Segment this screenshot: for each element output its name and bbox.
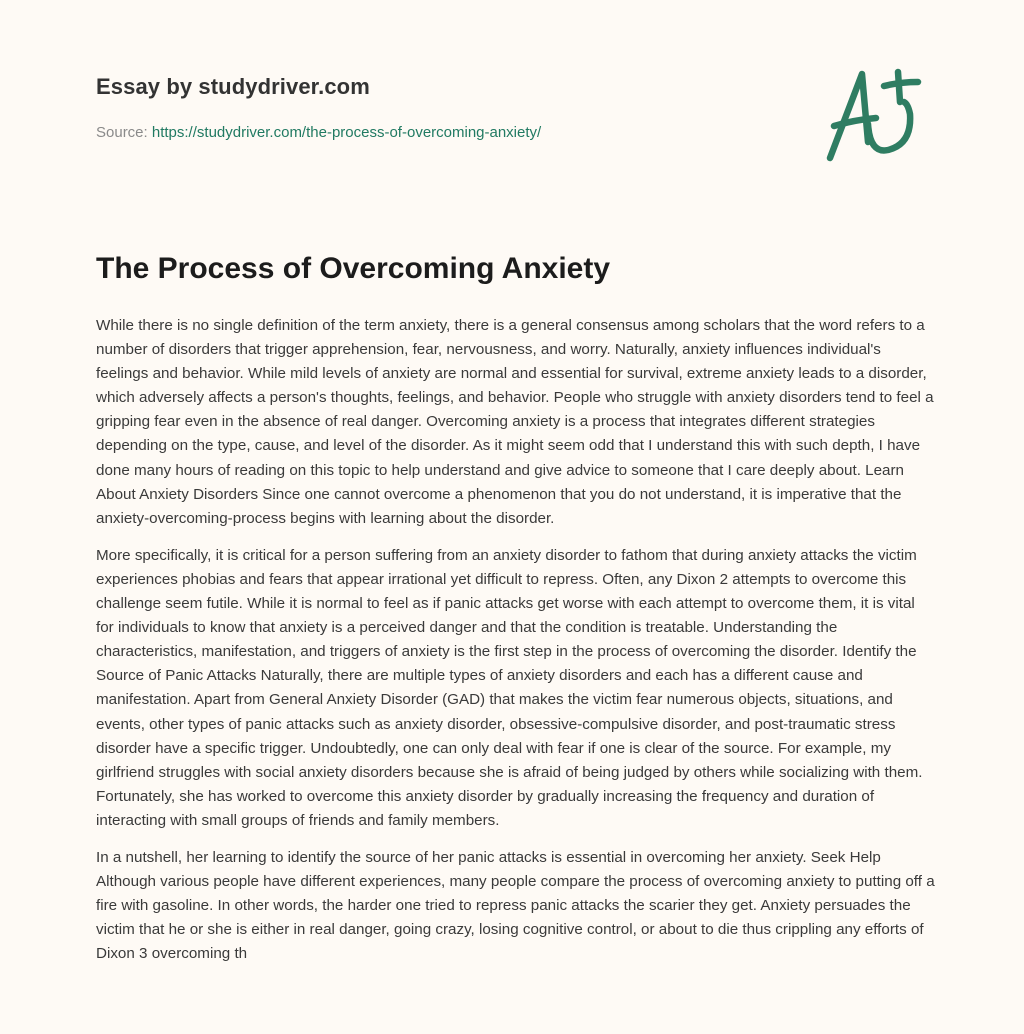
- source-link[interactable]: https://studydriver.com/the-process-of-overcoming-anxiety/: [151, 124, 542, 141]
- paragraph: While there is no single definition of the term anxiety, there is a general consensus among scholars that the word refers to a number of disorders that trigger apprehension, fear, nervousness, and worry. Naturally, anxiety influences individual's feelings and behavior. While mild levels of anxiety are normal and essential for survival, extreme anxiety leads to a disorder, which adversely affects a person's thoughts, feelings, and behavior. People who struggle with anxiety disorders tend to feel a gripping fear even in the absence of real danger. Overcoming anxiety is a process that integrates different strategies depending on the type, cause, and level of the disorder. As it might seem odd that I understand this with such depth, I have done many hours of reading on this topic to help understand and give advice to someone that I care deeply about. Learn About Anxiety Disorders Since one cannot overcome a phenomenon that you do not understand, it is imperative that the anxiety-overcoming-process begins with learning about the disorder.: [96, 317, 934, 527]
- paragraph: More specifically, it is critical for a person suffering from an anxiety disorder to fathom that during anxiety attacks the victim experiences phobias and fears that appear irrational yet difficult to repress. Often, any Dixon 2 attempts to overcome this challenge seem futile. While it is normal to feel as if panic attacks get worse with each attempt to overcome them, it is vital for individuals to know that anxiety is a perceived danger and that the condition is treatable. Understanding the characteristics, manifestation, and triggers of anxiety is the first step in the process of overcoming the disorder. Identify the Source of Panic Attacks Naturally, there are multiple types of anxiety disorders and each has a different cause and manifestation. Apart from General Anxiety Disorder (GAD) that makes the victim fear numerous objects, situations, and events, other types of panic attacks such as anxiety disorder, obsessive-compulsive disorder, and post-traumatic stress disorder have a specific trigger. Undoubtedly, one can only deal with fear if one is clear of the source. For example, my girlfriend struggles with social anxiety disorders because she is afraid of being judged by others while socializing with them. Fortunately, she has worked to overcome this anxiety disorder by gradually increasing the frequency and duration of interacting with small groups of friends and family members.: [96, 546, 923, 829]
- page-title: The Process of Overcoming Anxiety: [96, 252, 611, 285]
- paragraph: In a nutshell, her learning to identify the source of her panic attacks is essential in overcoming her anxiety. Seek Help Although various people have different experiences, many people compare the process of overcoming anxiety to putting off a fire with gasoline. In other words, the harder one tried to repress panic attacks the scarier they get. Anxiety persuades the victim that he or she is either in real danger, going crazy, losing cognitive control, or about to die thus crippling any efforts of Dixon 3 overcoming th: [96, 848, 935, 963]
- source-line: [96, 124, 541, 141]
- a-plus-grade-icon: [818, 62, 938, 174]
- brand-title: Essay by studydriver.com: [96, 74, 370, 99]
- essay-body: [96, 314, 936, 979]
- page-header: [96, 74, 541, 141]
- source-label: Source:: [96, 124, 148, 141]
